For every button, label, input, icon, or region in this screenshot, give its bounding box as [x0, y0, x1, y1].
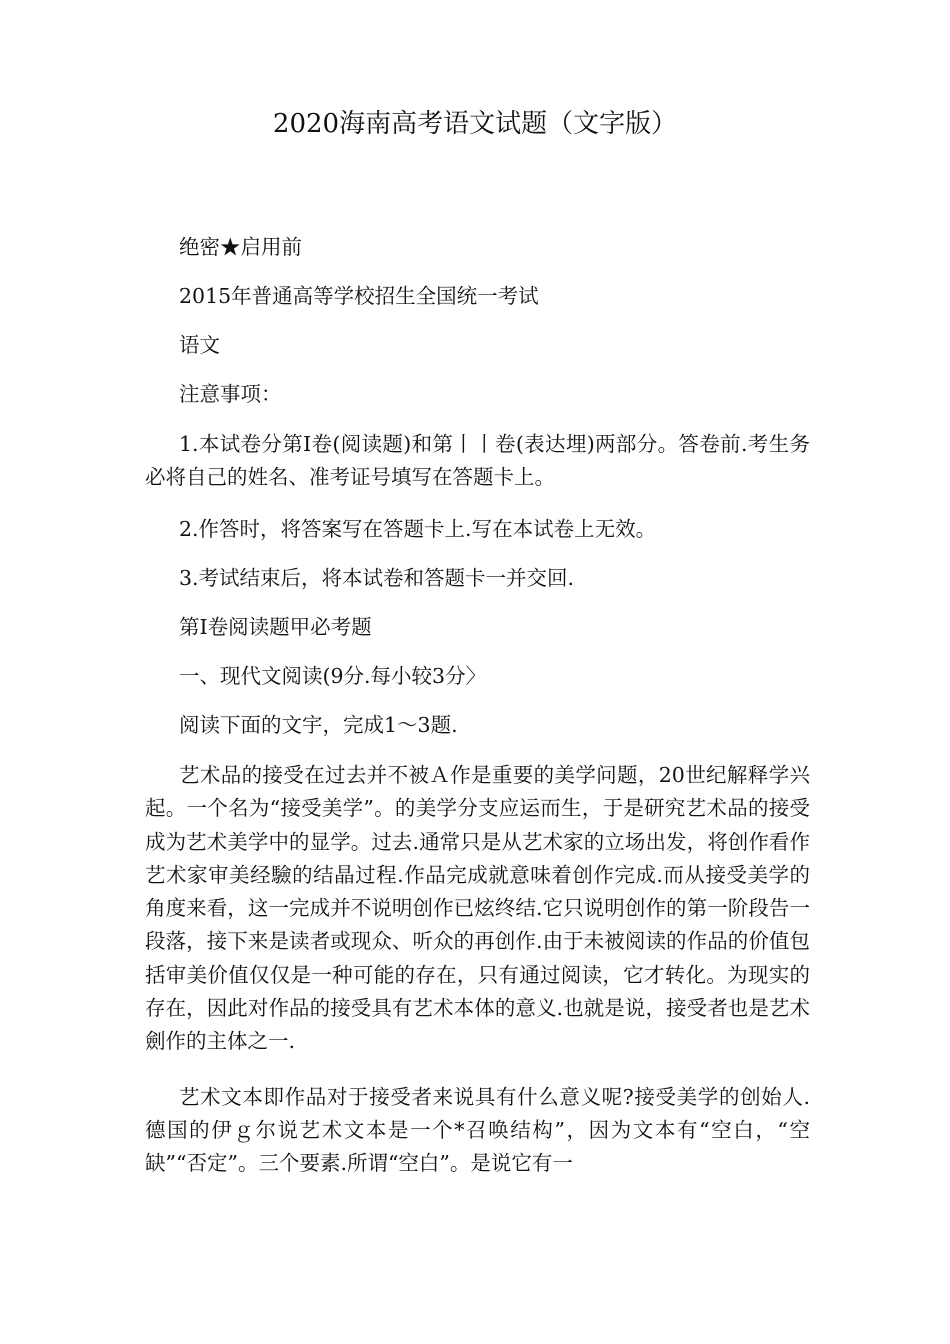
- document-body: [145, 232, 810, 1203]
- note-item-3: 3.考试结束后，将本试卷和答题卡一并交回.: [179, 566, 575, 590]
- exam-name: 2015年普通高等学校招生全国统一考试: [179, 284, 539, 308]
- document-title: 2020海南高考语文试题（文字版）: [272, 109, 678, 139]
- essay-paragraph-1: 艺术品的接受在过去并不被Ａ作是重要的美学问题，20世纪解释学兴起。一个名为“接受美学”。的美学分支应运而生，于是研究艺术品的接受成为艺术美学中的显学。过去.通常只是从艺术家的立场出发，将创作看作艺术家审美经驗的结晶过程.作品完成就意味着创作完成.而从接受美学的角度来看，这一完成并不说明创作已炫终结.它只说明创作的第一阶段告一段落，接下来是读者或现众、听众的再创作.由于未被阅读的作品的价值包括审美价值仅仅是一种可能的存在，只有通过阅读，它才转化。为现实的存在，因此对作品的接受具有艺术本体的意义.也就是说，接受者也是艺术劍作的主体之一.: [145, 763, 810, 1054]
- note-item-1: 1.本试卷分第Ⅰ卷(阅读题)和第丨丨卷(表达埋)两部分。答卷前.考生务必将自己的姓名、准考证号填写在答题卡上。: [145, 432, 810, 489]
- confidential-label: 绝密★启用前: [179, 235, 302, 259]
- section-heading: 第Ⅰ卷阅读题甲必考题: [179, 615, 372, 639]
- subject-label: 语文: [179, 333, 220, 357]
- essay-paragraph-2: 艺术文本即作品对于接受者来说具有什么意义呢?接受美学的创始人.德国的伊ｇ尔说艺术文本是一个*召唤结构”，因为文本有“空白，“空缺”“否定”。三个要素.所谓“空白”。是说它有一: [145, 1084, 810, 1176]
- subsection-heading: 一、现代文阅读(9分.每小较3分〉: [179, 664, 487, 688]
- reading-instruction: 阅读下面的文宇，完成1〜3题.: [179, 713, 458, 737]
- note-item-2: 2.作答时，将答案写在答题卡上.写在本试卷上无效。: [179, 517, 657, 541]
- notes-heading: 注意事项：: [179, 382, 282, 406]
